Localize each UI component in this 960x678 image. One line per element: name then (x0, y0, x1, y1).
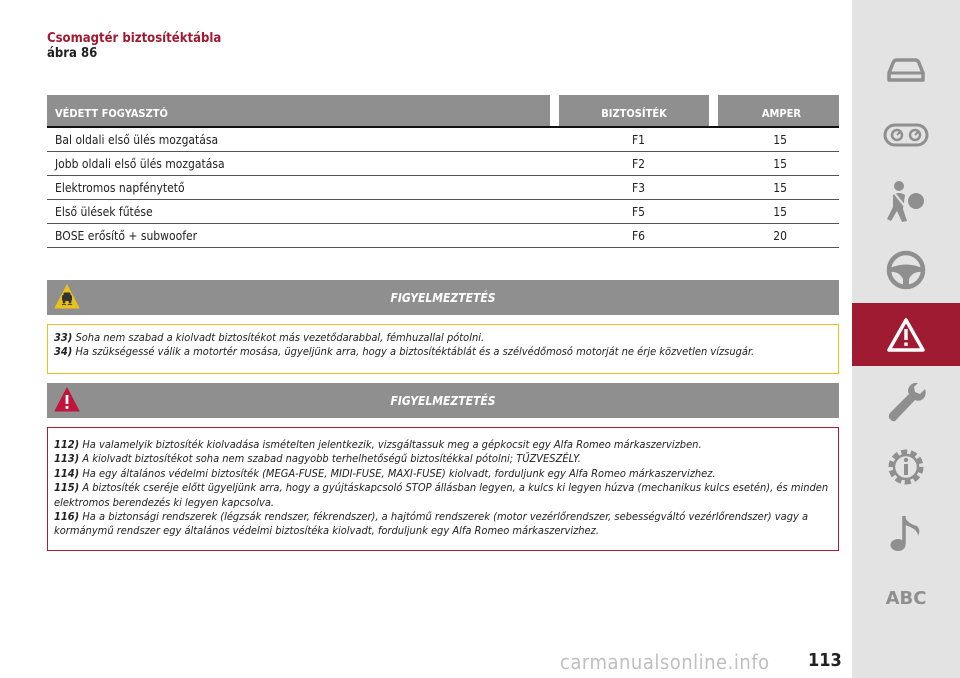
red-triangle-warning-icon (53, 386, 81, 414)
column-header-consumer: VÉDETT FOGYASZTÓ (47, 95, 550, 126)
warning-triangle-icon (886, 317, 926, 353)
nav-safety[interactable] (852, 170, 960, 234)
cell-amps: 15 (773, 132, 787, 147)
cell-amps: 15 (773, 180, 787, 195)
cell-fuse: F2 (631, 156, 646, 171)
fuse-table (47, 95, 839, 248)
table-row (47, 224, 839, 248)
wrench-icon (884, 379, 928, 425)
warning-item: 115) A biztosíték cseréje előtt ügyeljünk arra, hogy a gyújtáskapcsoló STOP állásban legyen, a kulcs ki legyen húzva (mechanikus kulcs esetén), és minden elektromos berendezés ki legyen kapcsolva. (54, 481, 829, 509)
car-skid-warning-icon (53, 283, 81, 311)
nav-multimedia[interactable] (852, 502, 960, 566)
figure-reference: ábra 86 (47, 46, 98, 61)
warning-item: 33) Soha nem szabad a kiolvadt biztosítékot más vezetődarabbal, fémhuzallal pótolni. (54, 331, 485, 344)
nav-maintenance[interactable] (852, 370, 960, 434)
warning-box-danger (47, 383, 839, 551)
warning-box-caution (47, 280, 839, 374)
warning-text (47, 427, 839, 551)
warning-header (47, 280, 839, 315)
page-title: Csomagtér biztosítéktábla (47, 31, 222, 46)
cell-consumer: Jobb oldali első ülés mozgatása (55, 156, 225, 171)
section-heading (47, 31, 221, 61)
seatbelt-airbag-icon (883, 179, 929, 225)
warning-label: FIGYELMEZTETÉS (390, 290, 496, 305)
cell-consumer: Bal oldali első ülés mozgatása (55, 132, 219, 147)
warning-header (47, 383, 839, 418)
nav-emergency[interactable] (852, 303, 960, 366)
table-row (47, 152, 839, 176)
info-gear-icon (884, 445, 928, 489)
steering-wheel-icon (885, 249, 927, 291)
cell-fuse: F6 (631, 228, 646, 243)
nav-driving[interactable] (852, 238, 960, 302)
table-header (47, 95, 839, 126)
warning-item: 116) Ha a biztonsági rendszerek (légzsák rendszer, fékrendszer), a hajtómű rendszerek (motor vezérlőrendszer, sebességváltó vezérlőrendszer) vagy a kormánymű rendszer egy általános védelmi biztosítéka kiolvadt, forduljunk egy Alfa Romeo márkaszervizhez. (54, 510, 809, 538)
car-icon (883, 55, 929, 85)
dashboard-gauges-icon (883, 122, 929, 148)
warning-item: 112) Ha valamelyik biztosíték kiolvadása ismételten jelentkezik, vizsgáltassuk meg a gépkocsit egy Alfa Romeo márkaszervizben. (54, 438, 702, 451)
abc-index-label: ABC (885, 587, 927, 609)
nav-dashboard[interactable] (852, 103, 960, 167)
cell-consumer: BOSE erősítő + subwoofer (55, 228, 198, 243)
cell-amps: 20 (773, 228, 787, 243)
warning-text (47, 324, 839, 374)
warning-item: 114) Ha egy általános védelmi biztosíték (MEGA-FUSE, MIDI-FUSE, MAXI-FUSE) kiolvadt, forduljunk egy Alfa Romeo márkaszervizhez. (54, 466, 716, 480)
music-note-icon (888, 512, 924, 556)
nav-technical-data[interactable] (852, 435, 960, 499)
nav-index[interactable] (852, 566, 960, 630)
column-header-amps: AMPER (718, 95, 839, 126)
nav-car[interactable] (852, 38, 960, 102)
page-number: 113 (808, 650, 842, 671)
cell-consumer: Első ülések fűtése (55, 204, 153, 219)
cell-fuse: F5 (631, 204, 646, 219)
warning-item: 113) A kiolvadt biztosítékot soha nem szabad nagyobb terhelhetőségű biztosítékkal pótolni; TŰZVESZÉLY. (54, 452, 581, 466)
table-row (47, 176, 839, 200)
warning-item: 34) Ha szükségessé válik a motortér mosása, ügyeljünk arra, hogy a biztosítéktáblát és a szélvédőmosó motorját ne érje közvetlen vízsugár. (54, 345, 755, 359)
table-row (47, 200, 839, 224)
column-header-fuse: BIZTOSÍTÉK (559, 95, 709, 126)
warning-label: FIGYELMEZTETÉS (390, 393, 496, 408)
cell-fuse: F1 (631, 132, 646, 147)
cell-consumer: Elektromos napfénytető (55, 180, 185, 195)
cell-amps: 15 (773, 204, 787, 219)
cell-amps: 15 (773, 156, 787, 171)
table-row (47, 128, 839, 152)
chapter-sidebar (852, 0, 960, 678)
cell-fuse: F3 (631, 180, 646, 195)
watermark: carmanualsonline.info (560, 650, 770, 674)
